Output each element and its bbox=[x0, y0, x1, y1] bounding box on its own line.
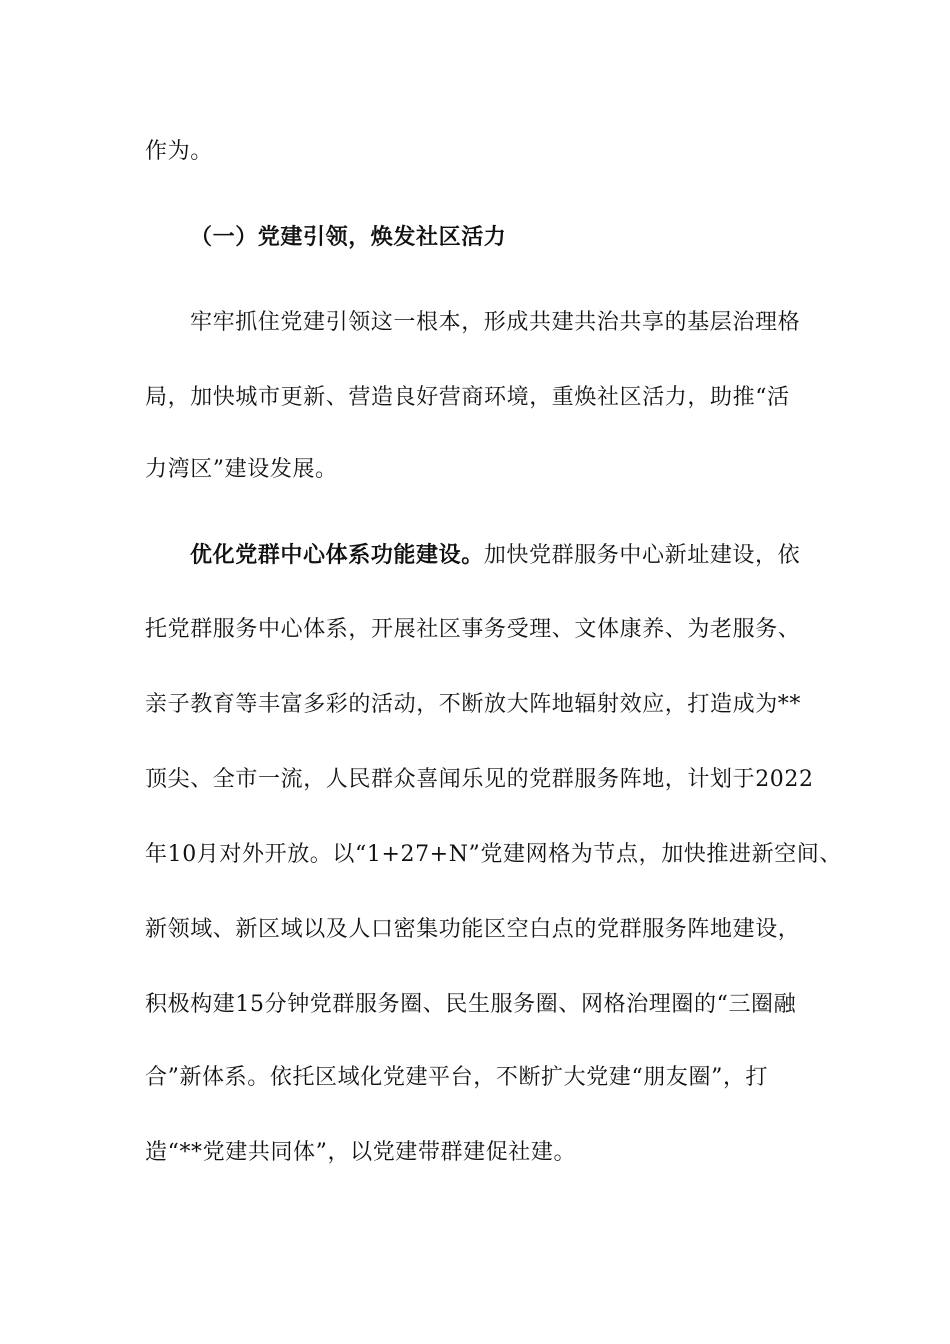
paragraph-line: 合”新体系。依托区域化党建平台，不断扩大党建“朋友圈”，打 bbox=[145, 1065, 769, 1090]
bold-lead-sentence: 优化党群中心体系功能建设。 bbox=[190, 542, 484, 568]
paragraph-line: 造“**党建共同体”，以党建带群建促社建。 bbox=[145, 1140, 577, 1165]
paragraph-line: 局，加快城市更新、营造良好营商环境，重焕社区活力，助推“活 bbox=[145, 385, 790, 410]
paragraph-line: 积极构建15分钟党群服务圈、民生服务圈、网格治理圈的“三圈融 bbox=[145, 992, 797, 1017]
paragraph-line: 顶尖、全市一流，人民群众喜闻乐见的党群服务阵地，计划于2022 bbox=[145, 767, 814, 792]
paragraph-line: 年10月对外开放。以“1+27+N”党建网格为节点，加快推进新空间、 bbox=[145, 842, 842, 867]
paragraph-line: 力湾区”建设发展。 bbox=[145, 457, 338, 482]
paragraph-line: 作为。 bbox=[145, 139, 213, 164]
paragraph-line: 亲子教育等丰富多彩的活动，不断放大阵地辐射效应，打造成为** bbox=[145, 692, 802, 717]
paragraph-line: 牢牢抓住党建引领这一根本，形成共建共治共享的基层治理格 bbox=[190, 310, 801, 335]
paragraph-line: 新领域、新区域以及人口密集功能区空白点的党群服务阵地建设， bbox=[145, 917, 801, 942]
paragraph-line bbox=[190, 540, 800, 571]
paragraph-line: 托党群服务中心体系，开展社区事务受理、文体康养、为老服务、 bbox=[145, 617, 801, 642]
paragraph-text: 加快党群服务中心新址建设，依 bbox=[483, 543, 801, 568]
section-heading: （一）党建引领，焕发社区活力 bbox=[190, 224, 507, 250]
